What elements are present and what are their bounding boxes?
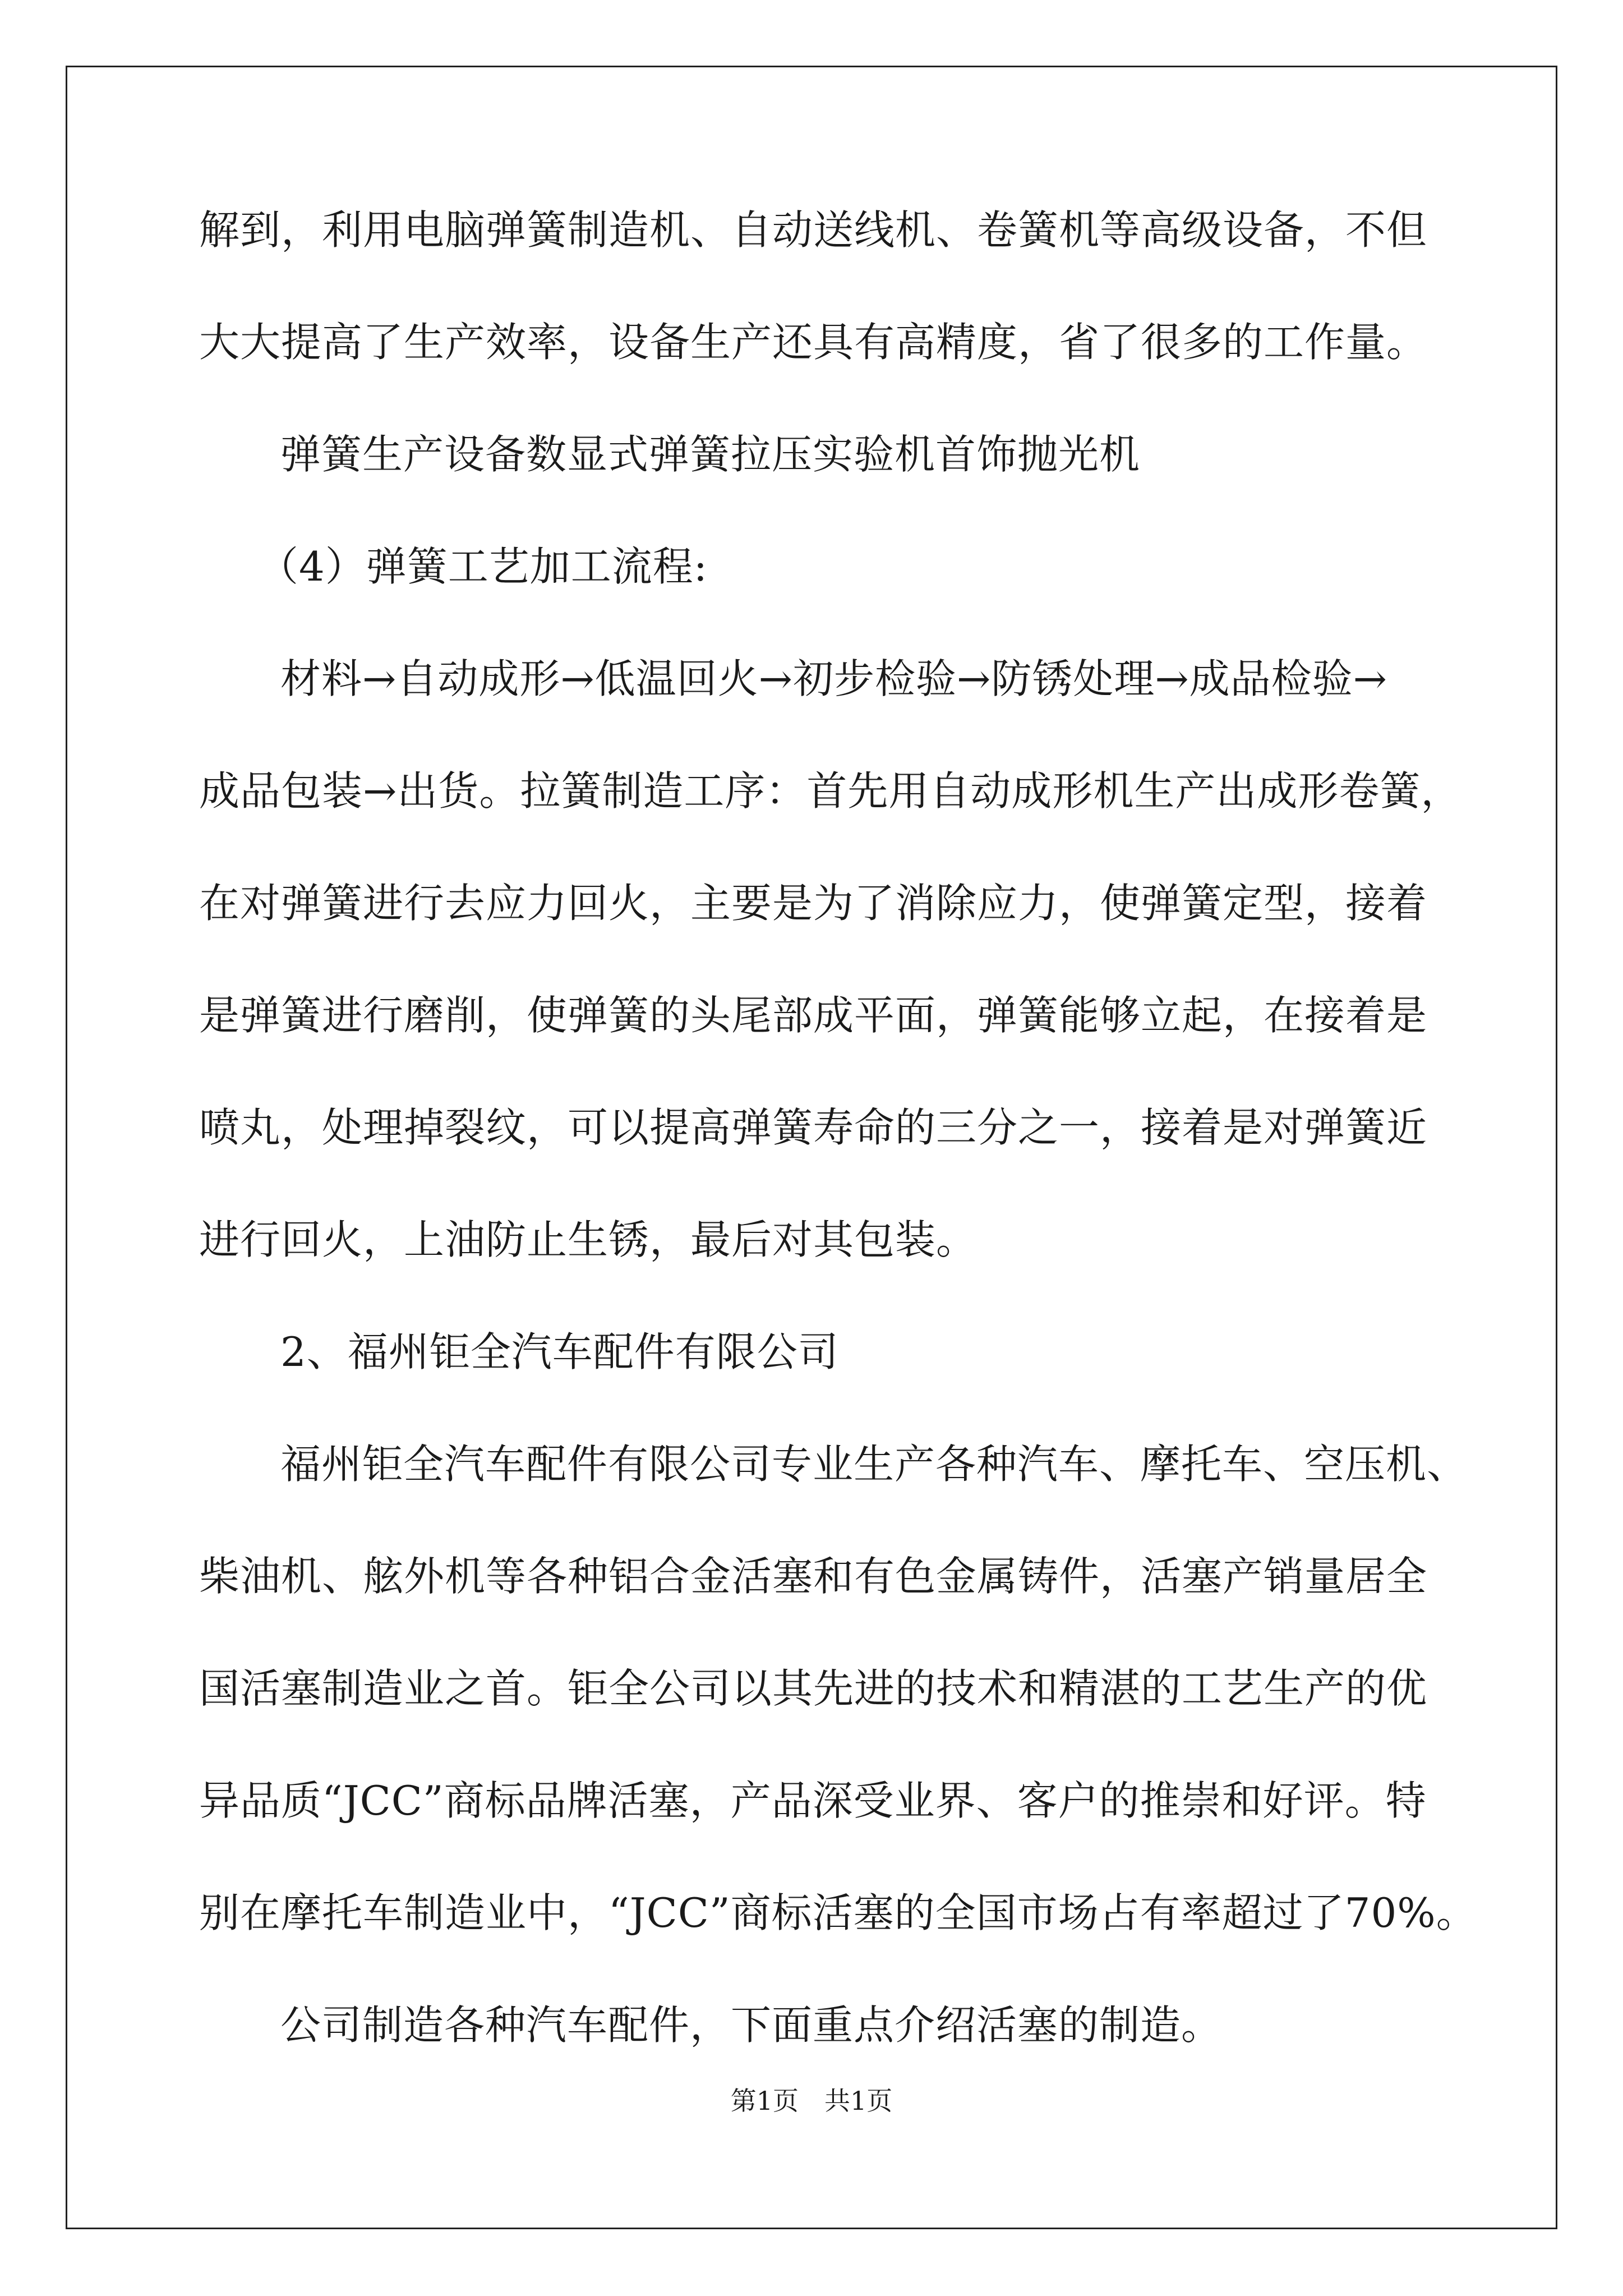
paragraph-line: 成品包装→出货。拉簧制造工序：首先用自动成形机生产出成形卷簧， bbox=[199, 767, 1462, 815]
paragraph-line: 在对弹簧进行去应力回火，主要是为了消除应力，使弹簧定型，接着 bbox=[199, 880, 1428, 927]
paragraph-line: 解到，利用电脑弹簧制造机、自动送线机、卷簧机等高级设备，不但 bbox=[199, 206, 1428, 254]
paragraph-line: 异品质“JCC”商标品牌活塞，产品深受业界、客户的推崇和好评。特 bbox=[199, 1777, 1427, 1824]
paragraph-line: 弹簧生产设备数显式弹簧拉压实验机首饰抛光机 bbox=[280, 431, 1141, 478]
paragraph-line: 材料→自动成形→低温回火→初步检验→防锈处理→成品检验→ bbox=[280, 655, 1387, 702]
section-heading: （4）弹簧工艺加工流程: bbox=[258, 543, 708, 590]
paragraph-line: 进行回火，上油防止生锈，最后对其包装。 bbox=[199, 1216, 978, 1263]
paragraph-line: 大大提高了生产效率，设备生产还具有高精度，省了很多的工作量。 bbox=[199, 319, 1428, 366]
paragraph-line: 柴油机、舷外机等各种铝合金活塞和有色金属铸件，活塞产销量居全 bbox=[199, 1553, 1428, 1600]
paragraph-line: 喷丸，处理掉裂纹，可以提高弹簧寿命的三分之一，接着是对弹簧近 bbox=[199, 1104, 1428, 1151]
paragraph-line: 公司制造各种汽车配件，下面重点介绍活塞的制造。 bbox=[280, 2001, 1223, 2049]
paragraph-line: 是弹簧进行磨削，使弹簧的头尾部成平面，弹簧能够立起，在接着是 bbox=[199, 992, 1428, 1039]
page-number-footer: 第1页 共1页 bbox=[730, 2086, 893, 2116]
section-heading: 2、福州钜全汽车配件有限公司 bbox=[280, 1328, 839, 1375]
paragraph-line: 别在摩托车制造业中，“JCC”商标活塞的全国市场占有率超过了70%。 bbox=[199, 1889, 1477, 1936]
paragraph-line: 国活塞制造业之首。钜全公司以其先进的技术和精湛的工艺生产的优 bbox=[199, 1665, 1428, 1712]
paragraph-line: 福州钜全汽车配件有限公司专业生产各种汽车、摩托车、空压机、 bbox=[280, 1441, 1468, 1488]
